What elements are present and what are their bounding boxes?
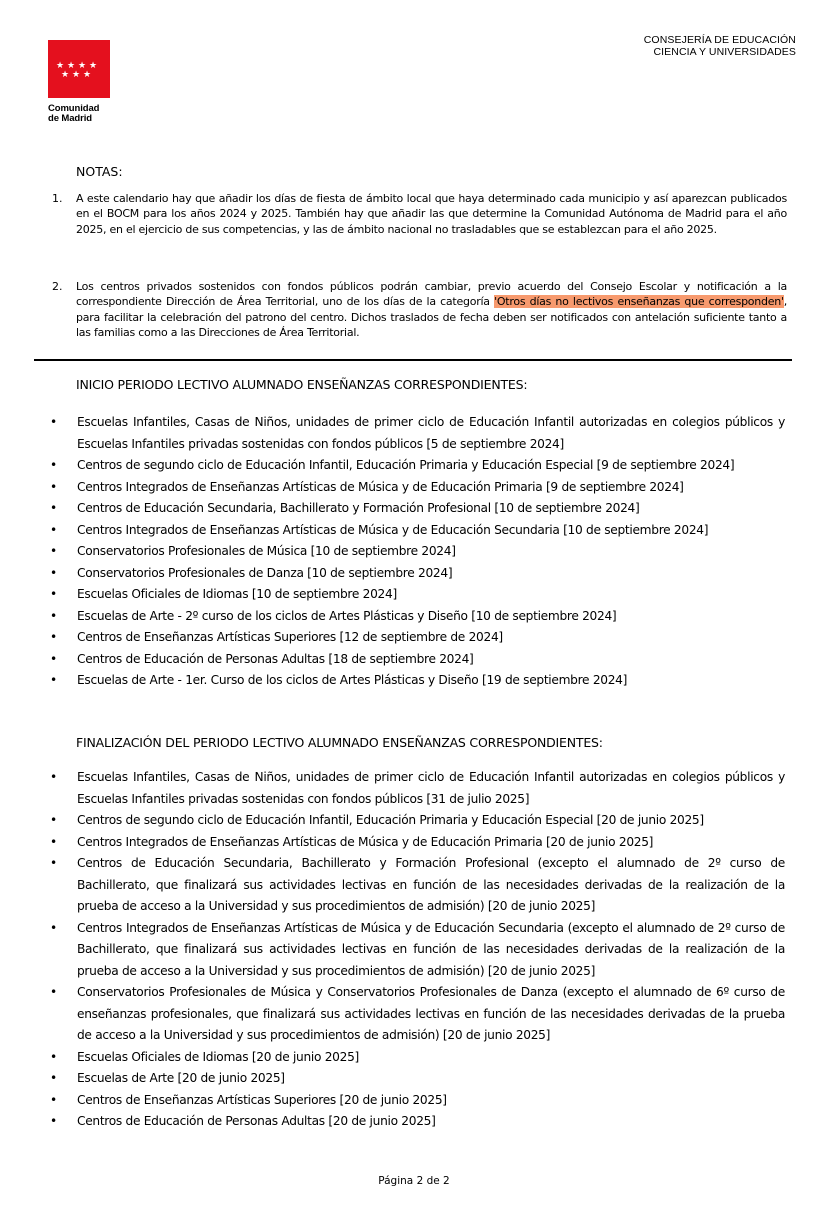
list-item [48,455,785,477]
list-item [48,412,785,455]
note-text: A este calendario hay que añadir los días de fiesta de ámbito local que haya determinado cada municipio y así aparezcan publicados en el BOCM para los años 2024 y 2025. También hay que añadir las que determine la Comunidad Autónoma de Madrid para el año 2025, en el ejercicio de sus competencias, y las de ámbito nacional no trasladables que se establezcan para el año 2025. [76,192,787,236]
list-item [48,606,785,628]
list-item-text: Centros de segundo ciclo de Educación Infantil, Educación Primaria y Educación Especial [9 de septiembre 2024] [77,458,735,472]
highlighted-category: 'Otros días no lectivos enseñanzas que corresponden' [494,295,784,309]
bullet-icon: • [50,479,57,494]
logo-line-2: de Madrid [48,113,92,124]
bullet-icon: • [50,651,57,666]
bullet-icon: • [50,501,57,515]
list-item-text: Centros de Enseñanzas Artísticas Superiores [20 de junio 2025] [77,1092,447,1107]
final-list [48,767,785,1133]
list-item-text: Conservatorios Profesionales de Música [10 de septiembre 2024] [77,544,456,558]
bullet-icon: • [50,587,57,601]
list-item [48,767,785,810]
list-item-text: Escuelas Oficiales de Idiomas [10 de septiembre 2024] [77,587,397,601]
list-item-text: Conservatorios Profesionales de Música y Conservatorios Profesionales de Danza (excepto el alumnado de 6º curso de enseñanzas profesionales, que finalizará sus actividades lectivas en función de las necesidades derivadas de la prueba de acceso a la Universidad y sus procedimientos de admisión) [20 de junio 2025] [77,985,785,1042]
list-item [48,1090,785,1112]
notes-title: NOTAS: [76,164,123,179]
list-item-text: Centros de segundo ciclo de Educación Infantil, Educación Primaria y Educación Especial [20 de junio 2025] [77,813,704,827]
list-item-text: Escuelas Oficiales de Idiomas [20 de junio 2025] [77,1049,359,1064]
bullet-icon: • [50,1092,57,1107]
department-line-2: CIENCIA Y UNIVERSIDADES [653,46,796,58]
list-item-text: Centros Integrados de Enseñanzas Artísticas de Música y de Educación Secundaria [10 de septiembre 2024] [77,522,709,537]
list-item [48,541,785,563]
final-section-title: FINALIZACIÓN DEL PERIODO LECTIVO ALUMNADO ENSEÑANZAS CORRESPONDIENTES: [76,735,603,750]
list-item [48,918,785,983]
list-item-text: Centros Integrados de Enseñanzas Artísticas de Música y de Educación Secundaria (excepto el alumnado de 2º curso de Bachillerato, que finalizará sus actividades lectivas en función de las necesidades derivadas de la realización de la prueba de acceso a la Universidad y sus procedimientos de admisión) [20 de junio 2025] [77,920,785,978]
note-text [76,279,787,341]
list-item [48,1047,785,1069]
bullet-icon: • [50,673,57,687]
bullet-icon: • [50,856,57,870]
note-text-after: , para facilitar la celebración del patrono del centro. Dichos traslados de fecha deben ser notificados con antelación suficiente tanto a las familias como a las Direcciones de Área Territorial. [76,295,787,340]
logo-line-1: Comunidad [48,103,100,114]
bullet-icon: • [50,834,57,849]
bullet-icon: • [50,985,57,999]
department-line-1: CONSEJERÍA DE EDUCACIÓN [643,34,796,46]
bullet-icon: • [50,415,57,429]
list-item-text: Escuelas Infantiles, Casas de Niños, unidades de primer ciclo de Educación Infantil autorizadas en colegios públicos y Escuelas Infantiles privadas sostenidas con fondos públicos [5 de septiembre 2024] [77,415,785,451]
list-item [48,649,785,671]
list-item [48,477,785,499]
bullet-icon: • [50,608,57,623]
bullet-icon: • [50,522,57,537]
section-divider [34,359,792,361]
list-item-text: Escuelas de Arte - 1er. Curso de los ciclos de Artes Plásticas y Diseño [19 de septiembre 2024] [77,673,628,687]
note-number: 2. [52,280,63,293]
list-item [48,982,785,1047]
list-item-text: Centros de Enseñanzas Artísticas Superiores [12 de septiembre de 2024] [77,630,503,644]
list-item [48,670,785,692]
bullet-icon: • [50,920,57,935]
list-item-text: Centros de Educación Secundaria, Bachillerato y Formación Profesional [10 de septiembre 2024] [77,501,640,515]
list-item-text: Centros de Educación Secundaria, Bachillerato y Formación Profesional (excepto el alumnado de 2º curso de Bachillerato, que finalizará sus actividades lectivas en función de las necesidades derivadas de la realización de la prueba de acceso a la Universidad y sus procedimientos de admisión) [20 de junio 2025] [77,856,785,913]
list-item [48,853,785,918]
list-item [48,498,785,520]
madrid-flag-icon: ★ ★ ★ ★ ★ ★ ★ [48,40,110,98]
note-text-before: Los centros privados sostenidos con fondos públicos podrán cambiar, previo acuerdo del Consejo Escolar y notificación a la correspondiente Dirección de Área Territorial, uno de los días de la categoría [76,280,787,309]
bullet-icon: • [50,1114,57,1128]
inicio-list [48,412,785,692]
list-item-text: Centros de Educación de Personas Adultas [20 de junio 2025] [77,1114,436,1128]
list-item-text: Centros Integrados de Enseñanzas Artísticas de Música y de Educación Primaria [20 de junio 2025] [77,834,654,849]
list-item [48,810,785,832]
list-item [48,1068,785,1090]
list-item-text: Conservatorios Profesionales de Danza [10 de septiembre 2024] [77,565,453,580]
list-item-text: Escuelas de Arte - 2º curso de los ciclos de Artes Plásticas y Diseño [10 de septiembre 2024] [77,608,617,623]
list-item-text: Centros de Educación de Personas Adultas [18 de septiembre 2024] [77,651,474,666]
note-1 [52,191,787,237]
page-number: Página 2 de 2 [378,1175,450,1187]
bullet-icon: • [50,630,57,644]
bullet-icon: • [50,1071,57,1085]
note-number: 1. [52,192,63,205]
bullet-icon: • [50,565,57,580]
bullet-icon: • [50,813,57,827]
list-item [48,627,785,649]
list-item [48,563,785,585]
list-item-text: Escuelas Infantiles, Casas de Niños, unidades de primer ciclo de Educación Infantil autorizadas en colegios públicos y Escuelas Infantiles privadas sostenidas con fondos públicos [31 de julio 2025] [77,770,785,806]
list-item-text: Escuelas de Arte [20 de junio 2025] [77,1071,285,1085]
list-item-text: Centros Integrados de Enseñanzas Artísticas de Música y de Educación Primaria [9 de septiembre 2024] [77,479,684,494]
list-item [48,832,785,854]
note-2 [52,279,787,341]
department-header [644,34,796,58]
bullet-icon: • [50,544,57,558]
list-item [48,1111,785,1133]
list-item [48,584,785,606]
bullet-icon: • [50,1049,57,1064]
comunidad-de-madrid-logo [48,40,112,124]
bullet-icon: • [50,458,57,472]
list-item [48,520,785,542]
bullet-icon: • [50,770,57,784]
inicio-section-title: INICIO PERIODO LECTIVO ALUMNADO ENSEÑANZAS CORRESPONDIENTES: [76,377,528,392]
